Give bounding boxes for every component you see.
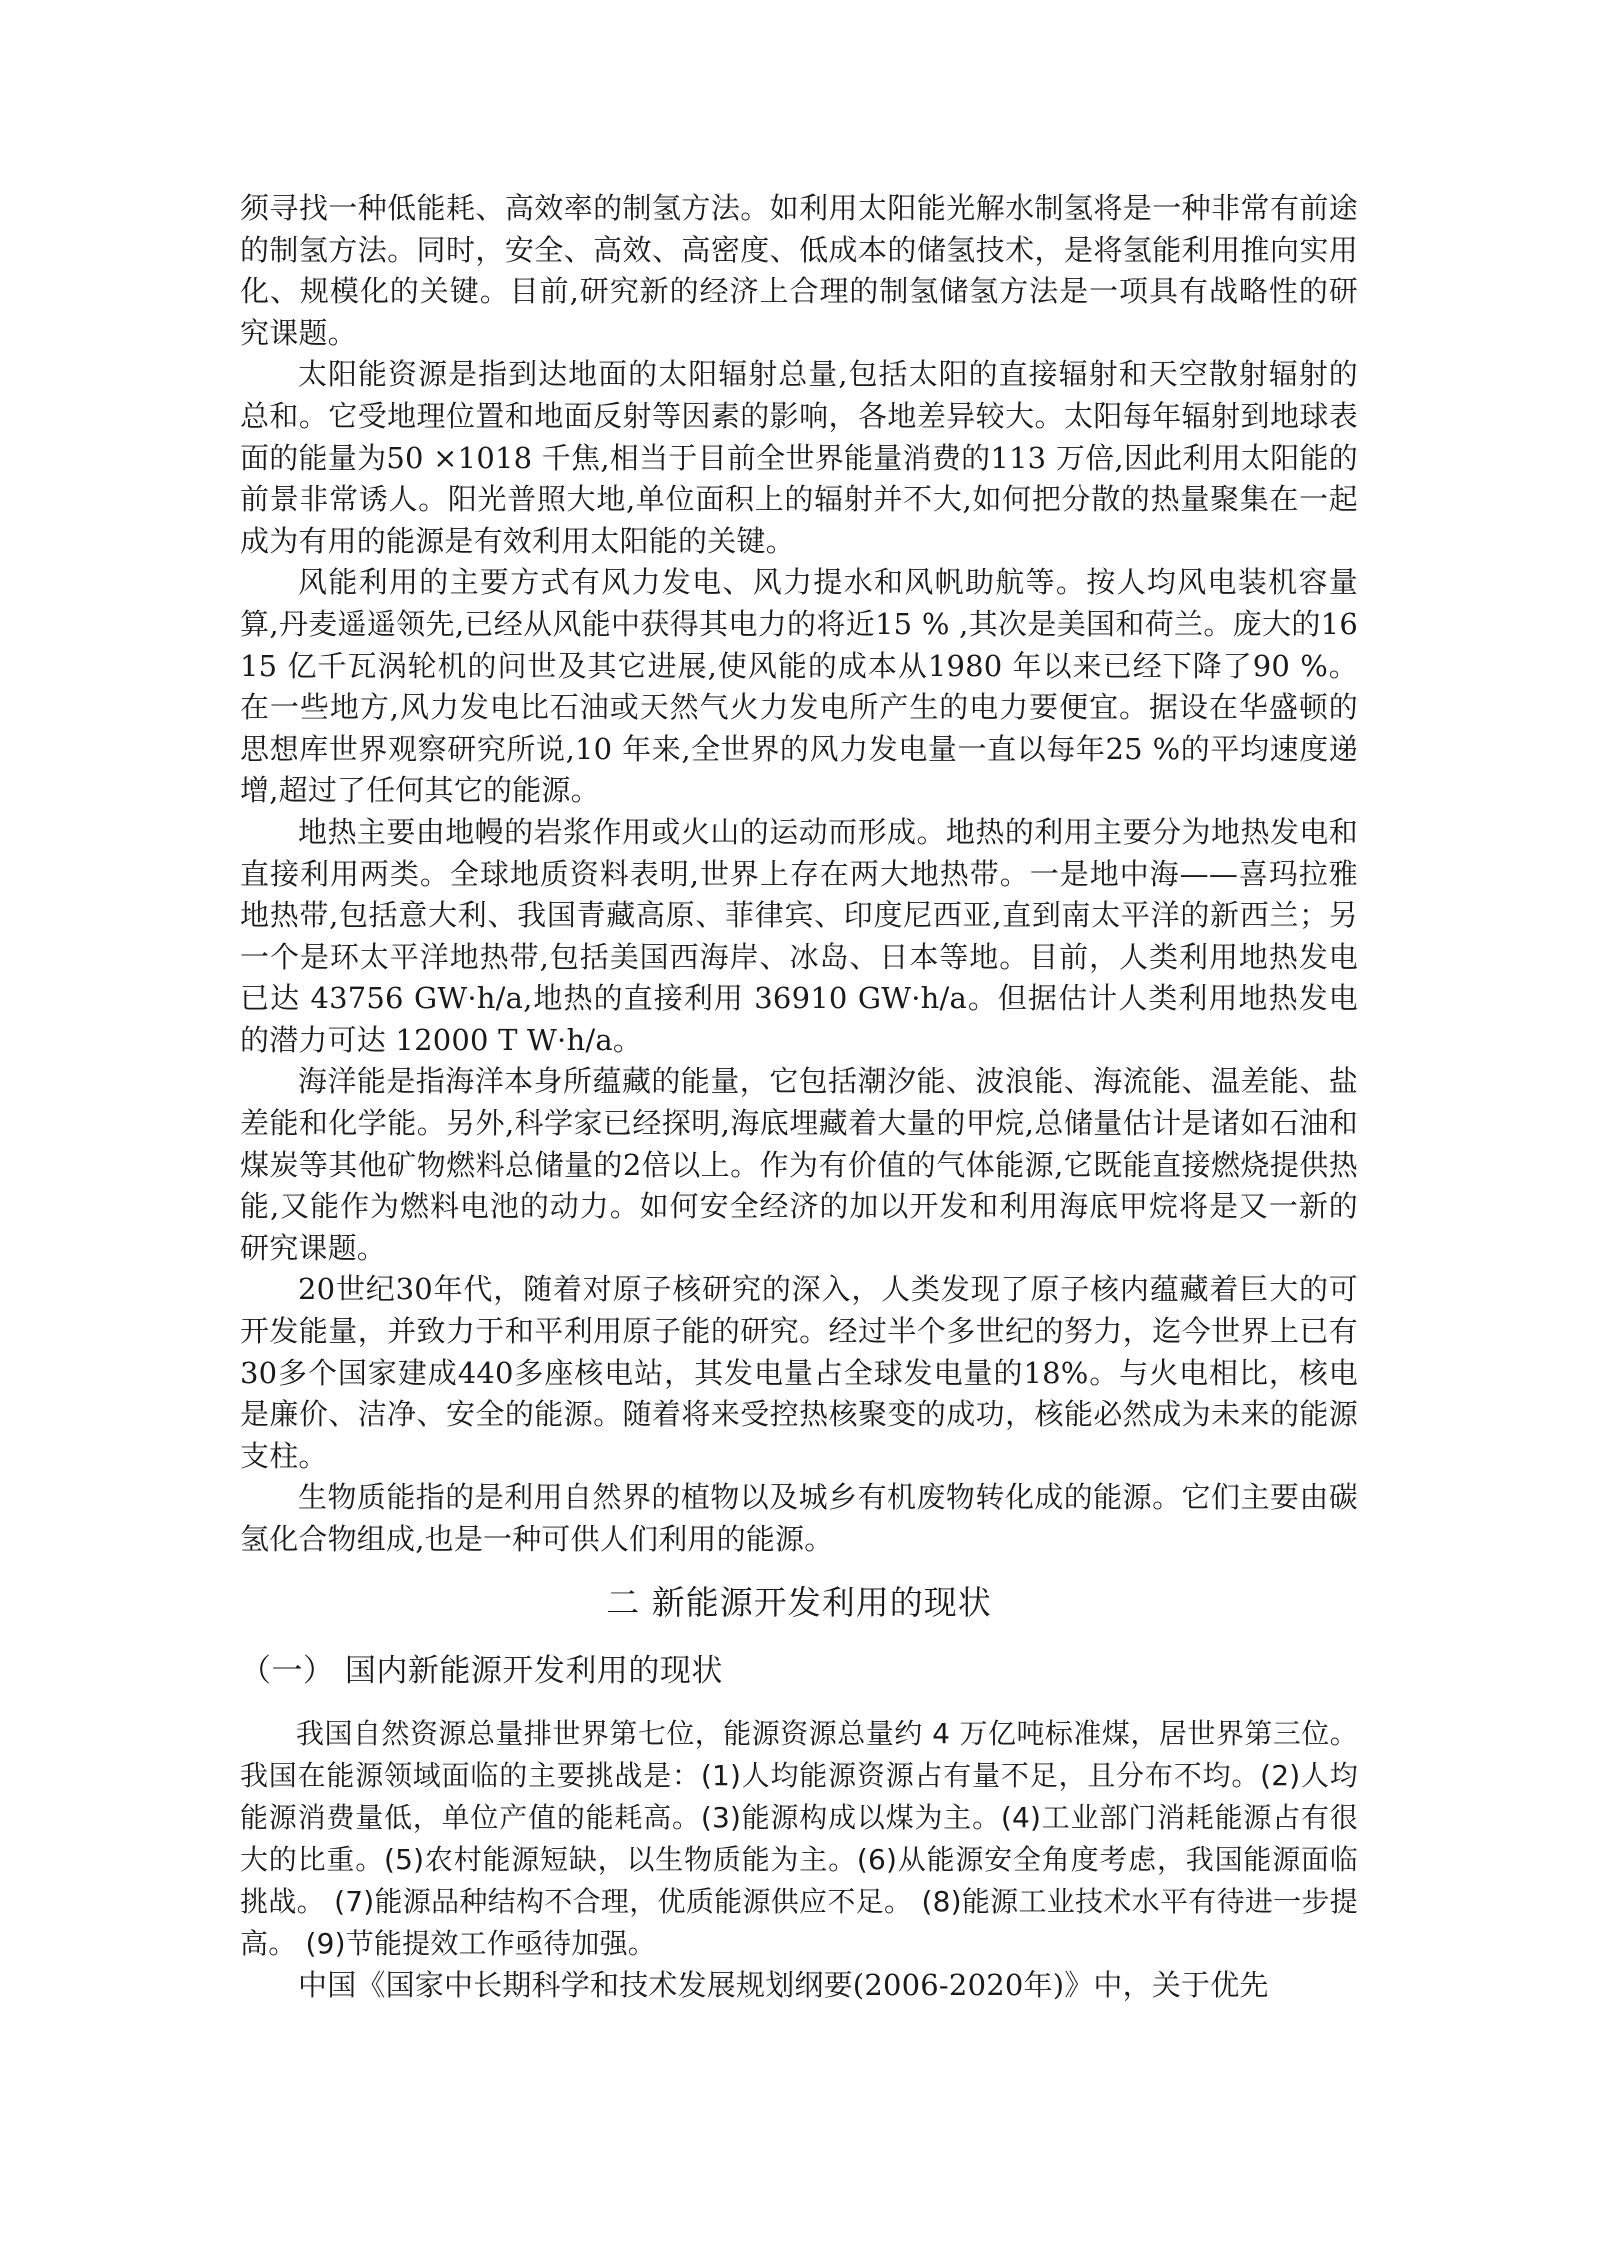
- paragraph-geothermal: 地热主要由地幔的岩浆作用或火山的运动而形成。地热的利用主要分为地热发电和直接利用两类。全球地质资料表明,世界上存在两大地热带。一是地中海——喜玛拉雅地热带,包括意大利、我国青藏高原、菲律宾、印度尼西亚,直到南太平洋的新西兰；另一个是环太平洋地热带,包括美国西海岸、冰岛、日本等地。目前，人类利用地热发电已达 43756 GW·h/a,地热的直接利用 36910 GW·h/a。但据估计人类利用地热发电的潜力可达 12000 T W·h/a。: [240, 814, 1358, 1057]
- paragraph-china-resources: 我国自然资源总量排世界第七位，能源资源总量约 4 万亿吨标准煤，居世界第三位。我国在能源领域面临的主要挑战是：(1)人均能源资源占有量不足，且分布不均。(2)人均能源消费量低，单位产值的能耗高。(3)能源构成以煤为主。(4)工业部门消耗能源占有很大的比重。(5)农村能源短缺，以生物质能为主。(6)从能源安全角度考虑，我国能源面临挑战。 (7)能源品种结构不合理，优质能源供应不足。 (8)能源工业技术水平有待进一步提高。 (9)节能提效工作亟待加强。: [240, 1716, 1358, 1960]
- subsection-title: （一） 国内新能源开发利用的现状: [240, 1652, 723, 1689]
- paragraph-wind: 风能利用的主要方式有风力发电、风力提水和风帆助航等。按人均风电装机容量算,丹麦遥遥领先,已经从风能中获得其电力的将近15 % ,其次是美国和荷兰。庞大的1615 亿千瓦涡轮机的问世及其它进展,使风能的成本从1980 年以来已经下降了90 %。在一些地方,风力发电比石油或天然气火力发电所产生的电力要便宜。据设在华盛顿的思想库世界观察研究所说,10 年来,全世界的风力发电量一直以每年25 %的平均速度递增,超过了任何其它的能源。: [240, 565, 1358, 808]
- section-title: 二 新能源开发利用的现状: [606, 1582, 992, 1622]
- paragraph-biomass: 生物质能指的是利用自然界的植物以及城乡有机废物转化成的能源。它们主要由碳氢化合物组成,也是一种可供人们利用的能源。: [240, 1480, 1358, 1556]
- paragraph-ocean: 海洋能是指海洋本身所蕴藏的能量，它包括潮汐能、波浪能、海流能、温差能、盐差能和化学能。另外,科学家已经探明,海底埋藏着大量的甲烷,总储量估计是诸如石油和煤炭等其他矿物燃料总储量的2倍以上。作为有价值的气体能源,它既能直接燃烧提供热能,又能作为燃料电池的动力。如何安全经济的加以开发和利用海底甲烷将是又一新的研究课题。: [240, 1064, 1358, 1265]
- document-page: [240, 188, 1358, 2006]
- paragraph-china-plan: 中国《国家中长期科学和技术发展规划纲要(2006-2020年)》中，关于优先: [298, 1967, 1269, 2002]
- paragraph-hydrogen: 须寻找一种低能耗、高效率的制氢方法。如利用太阳能光解水制氢将是一种非常有前途的制氢方法。同时，安全、高效、高密度、低成本的储氢技术，是将氢能利用推向实用化、规模化的关键。目前,研究新的经济上合理的制氢储氢方法是一项具有战略性的研究课题。: [240, 191, 1358, 350]
- paragraph-solar: 太阳能资源是指到达地面的太阳辐射总量,包括太阳的直接辐射和天空散射辐射的总和。它受地理位置和地面反射等因素的影响，各地差异较大。太阳每年辐射到地球表面的能量为50 ×1018 千焦,相当于目前全世界能量消费的113 万倍,因此利用太阳能的前景非常诱人。阳光普照大地,单位面积上的辐射并不大,如何把分散的热量聚集在一起成为有用的能源是有效利用太阳能的关键。: [240, 357, 1358, 558]
- paragraph-nuclear: 20世纪30年代，随着对原子核研究的深入，人类发现了原子核内蕴藏着巨大的可开发能量，并致力于和平利用原子能的研究。经过半个多世纪的努力，迄今世界上已有30多个国家建成440多座核电站，其发电量占全球发电量的18%。与火电相比，核电是廉价、洁净、安全的能源。随着将来受控热核聚变的成功，核能必然成为未来的能源支柱。: [240, 1272, 1358, 1473]
